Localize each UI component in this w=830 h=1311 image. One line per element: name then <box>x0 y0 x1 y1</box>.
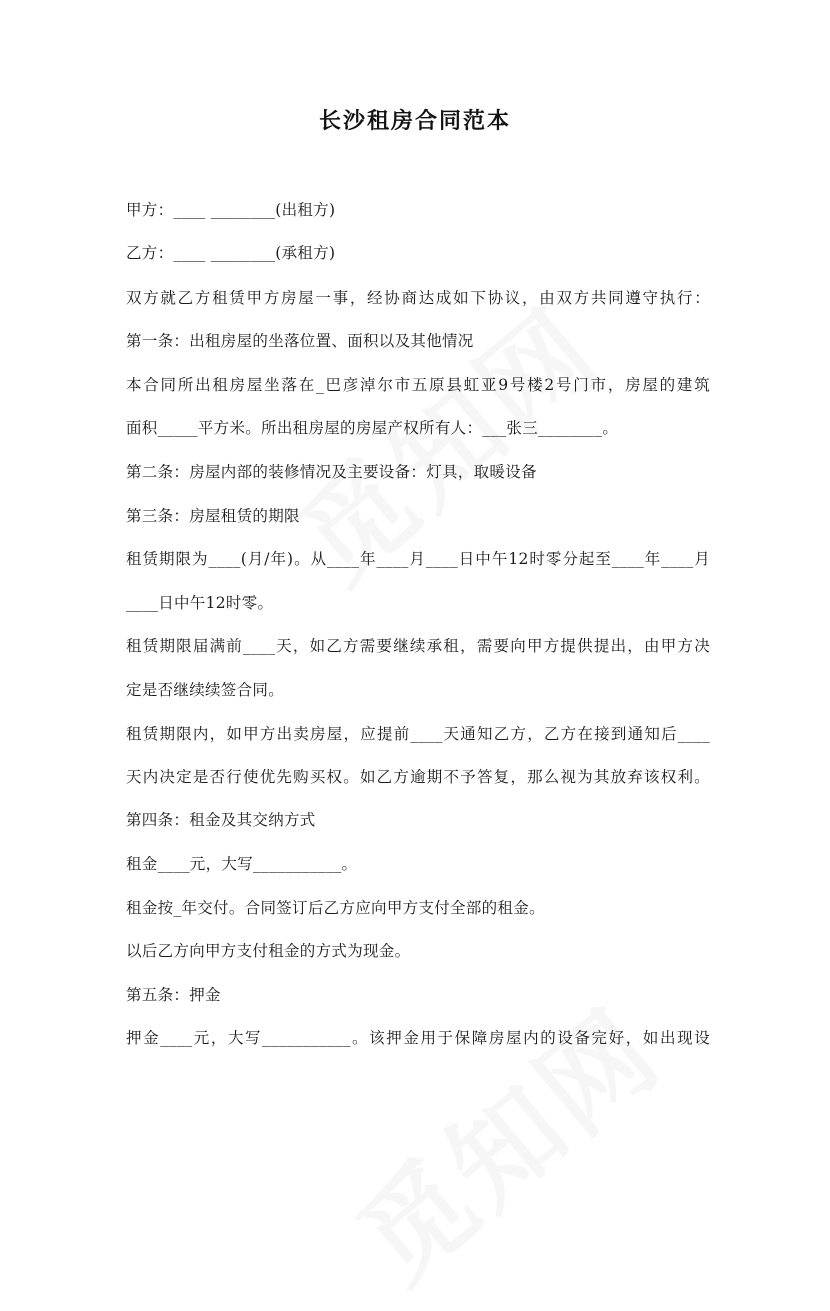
article-1-text: 面积_____平方米。所出租房屋的房屋产权所有人：___张三________。 <box>126 419 619 437</box>
document-title: 长沙租房合同范本 <box>318 108 511 134</box>
article-3-text: 天内决定是否行使优先购买权。如乙方逾期不予答复，那么视为其放弃该权利。 <box>126 768 710 786</box>
article-3-text: 定是否继续续签合同。 <box>126 681 285 699</box>
article-3-heading: 第三条：房屋租赁的期限 <box>126 507 300 525</box>
article-1-heading: 第一条：出租房屋的坐落位置、面积以及其他情况 <box>126 332 474 350</box>
article-4-text: 租金____元，大写___________。 <box>126 855 358 873</box>
article-3-text: 租赁期限为____(月/年)。从____年____月____日中午12时零分起至____年____月 <box>126 550 710 568</box>
article-1-text: 本合同所出租房屋坐落在_巴彦淖尔市五原县虹亚9号楼2号门市，房屋的建筑 <box>126 376 710 394</box>
article-3-text: ____日中午12时零。 <box>126 594 274 612</box>
watermark <box>320 967 688 1311</box>
article-5-heading: 第五条：押金 <box>126 986 221 1004</box>
party-a-line: 甲方：____ ________(出租方) <box>126 201 336 219</box>
agreement-intro: 双方就乙方租赁甲方房屋一事，经协商达成如下协议，由双方共同遵守执行： <box>126 289 710 307</box>
article-3-text: 租赁期限届满前____天，如乙方需要继续承租，需要向甲方提供提出，由甲方决 <box>126 637 710 655</box>
article-4-heading: 第四条：租金及其交纳方式 <box>126 811 316 829</box>
article-4-text: 以后乙方向甲方支付租金的方式为现金。 <box>126 942 411 960</box>
article-2-heading: 第二条：房屋内部的装修情况及主要设备：灯具，取暖设备 <box>126 463 537 481</box>
party-b-line: 乙方：____ ________(承租方) <box>126 244 336 262</box>
article-3-text: 租赁期限内，如甲方出卖房屋，应提前____天通知乙方，乙方在接到通知后____ <box>126 725 710 743</box>
article-5-text: 押金____元，大写___________。该押金用于保障房屋内的设备完好，如出现设 <box>126 1029 710 1047</box>
article-4-text: 租金按_年交付。合同签订后乙方应向甲方支付全部的租金。 <box>126 899 545 917</box>
